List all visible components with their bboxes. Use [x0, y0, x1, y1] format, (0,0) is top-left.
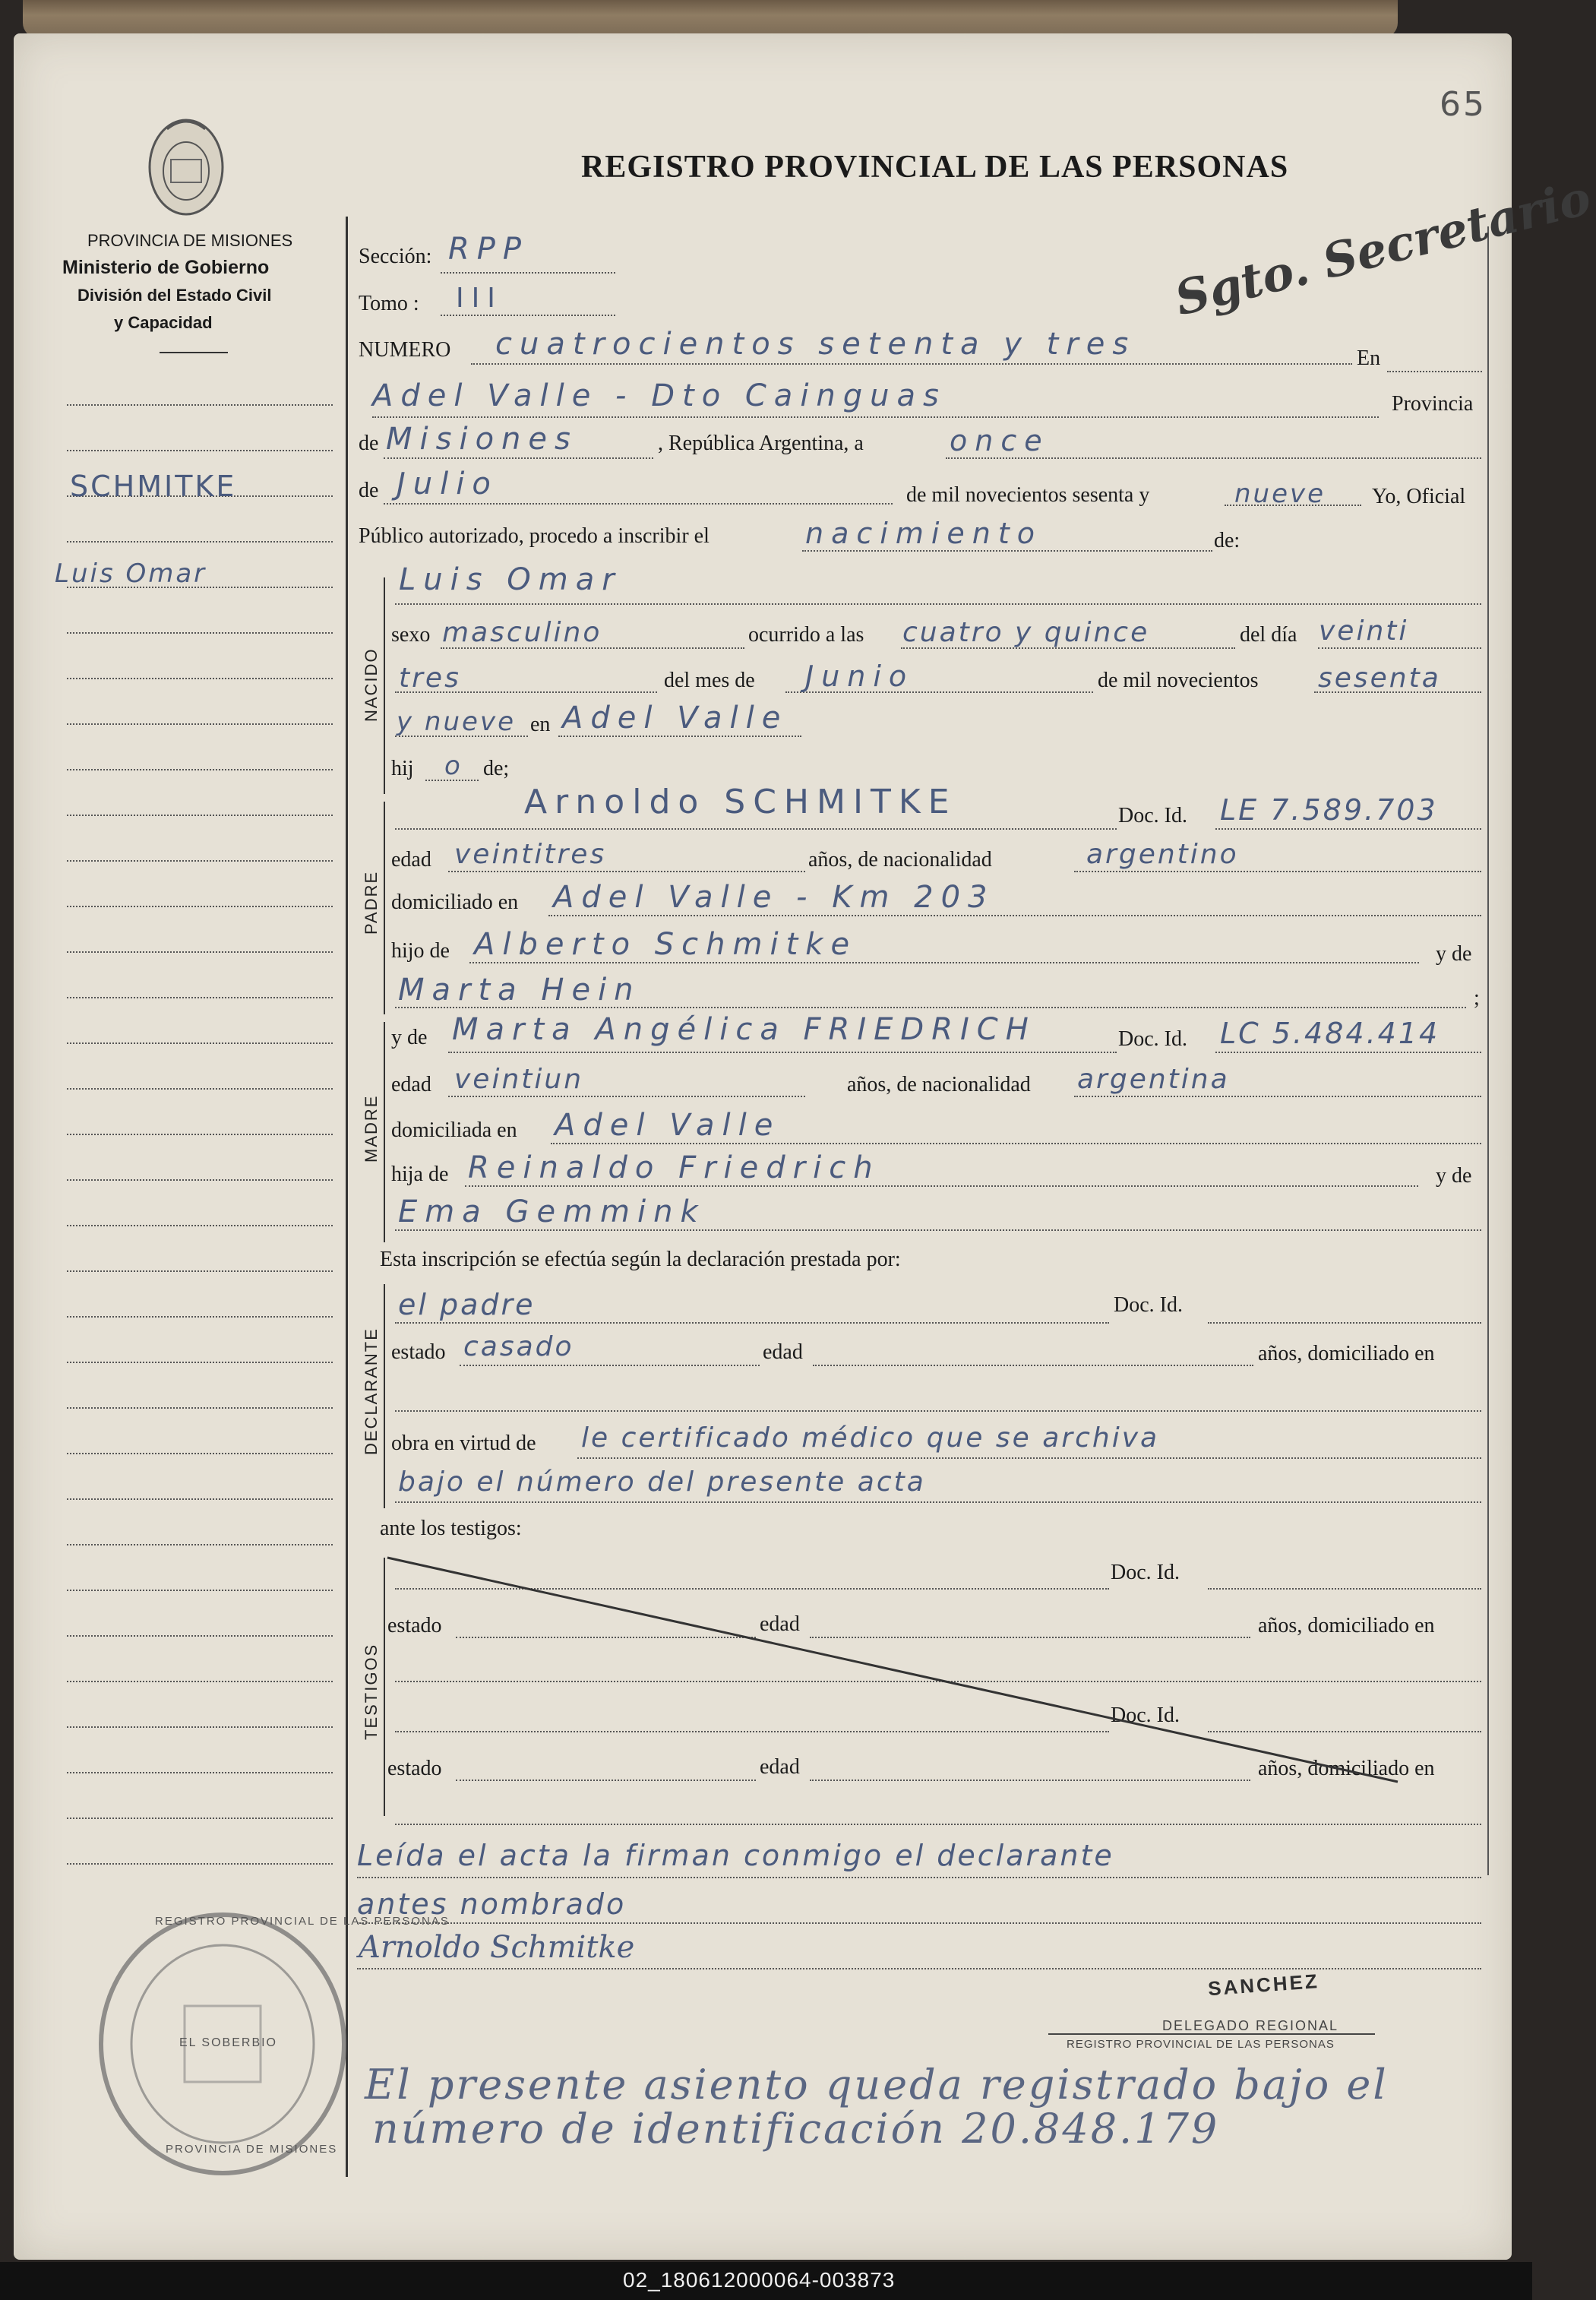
padre-nacionalidad: argentino: [1086, 839, 1239, 870]
note-line1: El presente asiento queda registrado bajo el: [365, 2061, 1389, 2109]
testigo2-estado-label: estado: [387, 1757, 442, 1780]
note-line2: número de identificación 20.848.179: [372, 2105, 1220, 2153]
padre-yde-label: y de: [1436, 942, 1472, 966]
official-title: DELEGADO REGIONAL: [1162, 2018, 1339, 2033]
de2-label: de: [359, 479, 379, 502]
margin-surname: SCHMITKE: [70, 470, 237, 503]
testigos-label: TESTIGOS: [362, 1643, 381, 1740]
footer-image-id: 02_180612000064-003873: [623, 2268, 896, 2292]
margin-given-names: Luis Omar: [55, 558, 207, 589]
testigo2-edad-label: edad: [760, 1755, 800, 1779]
anio-a-value: sesenta: [1318, 663, 1441, 694]
republica-label: , República Argentina, a: [658, 432, 864, 455]
numero-label: NUMERO: [359, 338, 451, 362]
seccion-label: Sección:: [359, 245, 432, 268]
declarante-label: DECLARANTE: [362, 1327, 381, 1455]
lugar-value: Adel Valle - Dto Cainguas: [372, 378, 947, 413]
madre-yde2-label: y de: [1436, 1164, 1472, 1188]
madre-yde-label: y de: [391, 1026, 428, 1049]
closing-line1: Leída el acta la firman conmigo el declarante: [357, 1839, 1114, 1872]
madre-nombre: Marta Angélica FRIEDRICH: [452, 1012, 1036, 1047]
closing-line2: antes nombrado: [357, 1887, 627, 1921]
header-division: División del Estado Civil: [77, 286, 272, 305]
nacido-anio-label: de mil novecientos: [1098, 669, 1259, 692]
testigo1-edad-label: edad: [760, 1612, 800, 1636]
madre-hija-label: hija de: [391, 1163, 449, 1186]
madre-nac-label: años, de nacionalidad: [847, 1073, 1031, 1096]
header-ministry: Ministerio de Gobierno: [62, 257, 270, 278]
declarante-edad-label: edad: [763, 1340, 803, 1364]
tomo-value: III: [456, 283, 503, 314]
nacido-label: NACIDO: [362, 647, 381, 722]
obra-label: obra en virtud de: [391, 1432, 536, 1455]
madre-domicilio: Adel Valle: [555, 1108, 781, 1143]
sexo-value: masculino: [442, 617, 602, 648]
padre-hijo-label: hijo de: [391, 939, 450, 963]
declarante-nombre: el padre: [398, 1288, 536, 1321]
en-label: En: [1357, 346, 1381, 370]
ocurrido-label: ocurrido a las: [748, 623, 864, 647]
publico-label: Público autorizado, procedo a inscribir el: [359, 524, 710, 548]
header-province: PROVINCIA DE MISIONES: [87, 231, 293, 250]
official-rule: [1048, 2033, 1375, 2035]
madre-label: MADRE: [362, 1094, 381, 1163]
anio-value: nueve: [1234, 479, 1326, 509]
nacido-en-label: en: [530, 713, 551, 736]
hora-value: cuatro y quince: [902, 617, 1150, 648]
testigo2-doc-label: Doc. Id.: [1111, 1704, 1180, 1727]
de-label: de: [359, 432, 379, 455]
padre-domicilio: Adel Valle - Km 203: [553, 880, 995, 915]
provincia-label: Provincia: [1392, 392, 1474, 416]
nacido-nombre: Luis Omar: [399, 562, 622, 597]
madre-madre: Ema Gemmink: [398, 1194, 706, 1229]
official-org: REGISTRO PROVINCIAL DE LAS PERSONAS: [1067, 2038, 1335, 2051]
padre-doc-label: Doc. Id.: [1118, 804, 1187, 827]
sexo-label: sexo: [391, 623, 431, 647]
madre-doc-label: Doc. Id.: [1118, 1027, 1187, 1051]
numero-value: cuatrocientos setenta y tres: [495, 327, 1136, 362]
mes-label: del mes de: [664, 669, 755, 692]
dia-label: del día: [1240, 623, 1297, 647]
padre-edad: veintitres: [454, 839, 607, 870]
nacido-mes-value: Junio: [805, 660, 915, 693]
acto-value: nacimiento: [805, 517, 1043, 550]
testigo1-anios-label: años, domiciliado en: [1258, 1614, 1435, 1637]
seal-text-bottom: PROVINCIA DE MISIONES: [166, 2143, 338, 2156]
de3-label: de:: [1214, 529, 1240, 552]
oficial-label: Yo, Oficial: [1372, 485, 1466, 508]
testigo1-doc-label: Doc. Id.: [1111, 1561, 1180, 1584]
nacido-de-label: de;: [483, 757, 510, 780]
madre-doc: LC 5.484.414: [1220, 1017, 1440, 1050]
mes-value: Julio: [397, 467, 498, 501]
padre-nac-label: años, de nacionalidad: [808, 848, 992, 872]
declarante-anios-label: años, domiciliado en: [1258, 1342, 1435, 1365]
padre-padre: Alberto Schmitke: [474, 927, 858, 962]
seal-text-top: REGISTRO PROVINCIAL DE LAS PERSONAS: [155, 1915, 450, 1928]
testigo1-estado-label: estado: [387, 1614, 442, 1637]
seccion-value: RPP: [448, 232, 529, 267]
anio-b-value: y nueve: [397, 707, 516, 737]
header-capacity: y Capacidad: [114, 313, 213, 332]
official-name: SANCHEZ: [1207, 1969, 1320, 2001]
declarante-estado-label: estado: [391, 1340, 446, 1364]
declarante-intro: Esta inscripción se efectúa según la declaración prestada por:: [380, 1248, 901, 1271]
testigo2-anios-label: años, domiciliado en: [1258, 1757, 1435, 1780]
top-signature: Sgto. Secretario: [1169, 169, 1596, 327]
testigos-intro: ante los testigos:: [380, 1517, 522, 1540]
madre-dom-label: domiciliada en: [391, 1118, 517, 1142]
page-title: REGISTRO PROVINCIAL DE LAS PERSONAS: [581, 150, 1289, 185]
declarante-estado: casado: [463, 1331, 574, 1362]
hij-label: hij: [391, 757, 414, 780]
padre-nombre: Arnoldo SCHMITKE: [524, 783, 957, 821]
madre-nacionalidad: argentina: [1077, 1064, 1230, 1095]
declarante-doc-label: Doc. Id.: [1114, 1293, 1183, 1317]
padre-doc: LE 7.589.703: [1220, 793, 1438, 827]
dia-value: once: [950, 424, 1050, 457]
provincia-value: Misiones: [386, 422, 578, 457]
padre-semicolon: ;: [1474, 986, 1480, 1010]
tomo-label: Tomo :: [359, 292, 419, 315]
dia-a-value: veinti: [1319, 615, 1409, 647]
anio-label: de mil novecientos sesenta y: [906, 483, 1150, 507]
hij-suffix: o: [444, 751, 463, 781]
dia-b-value: tres: [399, 663, 461, 694]
madre-edad: veintiun: [454, 1064, 584, 1095]
padre-dom-label: domiciliado en: [391, 891, 519, 914]
declarante-signature: Arnoldo Schmitke: [359, 1930, 635, 1965]
seal-center-text: EL SOBERBIO: [179, 2036, 277, 2049]
padre-label: PADRE: [362, 870, 381, 935]
padre-edad-label: edad: [391, 848, 431, 872]
obra-a: le certificado médico que se archiva: [581, 1422, 1160, 1454]
madre-edad-label: edad: [391, 1073, 431, 1096]
obra-b: bajo el número del presente acta: [398, 1466, 926, 1498]
nacido-lugar: Adel Valle: [562, 701, 789, 736]
madre-padre: Reinaldo Friedrich: [468, 1150, 880, 1185]
page-number: 65: [1440, 85, 1487, 124]
padre-madre: Marta Hein: [398, 973, 641, 1008]
